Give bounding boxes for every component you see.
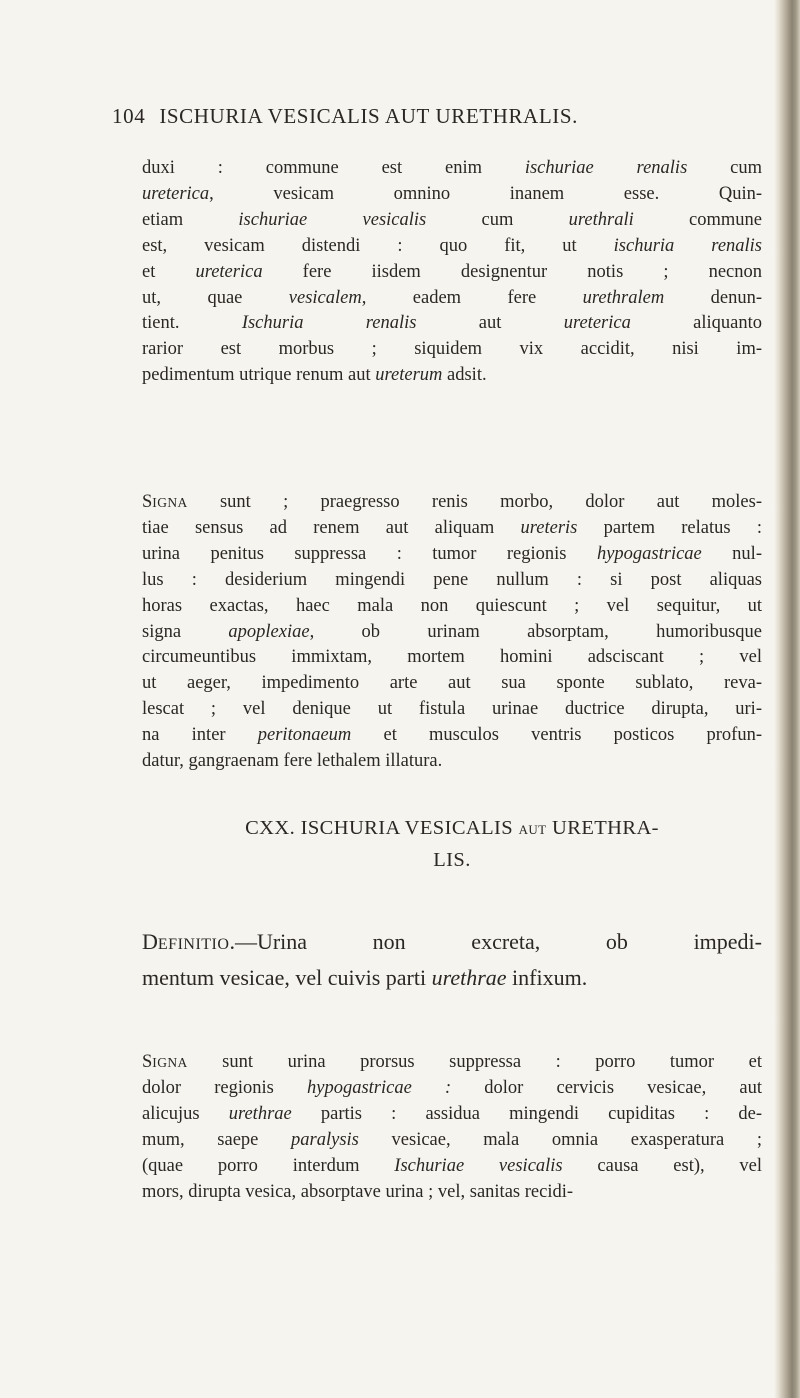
- text-run: dolor cervicis vesicae, aut: [451, 1077, 763, 1098]
- text-run: S: [142, 492, 153, 512]
- text-line: [142, 234, 762, 260]
- italic-run: ureterica: [142, 183, 210, 204]
- text-run: et musculos ventris posticos profun-: [351, 725, 762, 746]
- text-run: adsit.: [442, 365, 487, 386]
- text-run: D: [142, 929, 158, 954]
- text-line: [142, 311, 762, 337]
- definitio-paragraph: [142, 925, 762, 994]
- text-run: denun-: [664, 287, 763, 308]
- text-run: lescat ; vel denique ut fistula urinae ductrice dirupta, uri-: [142, 699, 762, 720]
- text-run: (quae porro interdum: [142, 1155, 395, 1176]
- text-run: tiae sensus ad renem aut aliquam: [142, 517, 521, 538]
- text-run: est, vesicam distendi : quo fit, ut: [142, 235, 614, 256]
- italic-run: hypogastricae: [596, 543, 702, 564]
- text-run: sunt ; praegresso renis morbo, dolor aut moles-: [187, 492, 762, 512]
- text-run: partem relatus :: [577, 517, 762, 538]
- italic-run: ureterica: [195, 261, 263, 282]
- heading-text-pre: CXX. ISCHURIA VESICALIS: [245, 817, 519, 839]
- italic-run: urethrae: [431, 965, 507, 990]
- text-run: .—Urina non excreta, ob impedi-: [229, 929, 762, 954]
- page-number: 104: [112, 104, 146, 128]
- text-run: horas exactas, haec mala non quiescunt ; vel sequitur, ut: [142, 595, 762, 616]
- text-run: cum: [687, 158, 762, 178]
- text-run: tient.: [142, 313, 242, 334]
- text-run: fere iisdem designentur notis ; necnon: [262, 261, 762, 282]
- paragraph-1: [142, 156, 762, 389]
- text-run: mentum vesicae, vel cuivis parti: [142, 965, 432, 990]
- text-line: [142, 490, 762, 516]
- italic-run: ureteris: [520, 517, 578, 538]
- text-run: nul-: [701, 543, 762, 564]
- text-line: [142, 182, 762, 208]
- text-run: mum, saepe: [142, 1129, 292, 1150]
- text-run: infixum.: [506, 965, 588, 990]
- text-run: circumeuntibus immixtam, mortem homini adsciscant ; vel: [142, 647, 762, 668]
- text-run: commune: [633, 209, 763, 230]
- text-run: , ob urinam absorptam, humoribusque: [309, 621, 762, 642]
- paragraph-3: [142, 1050, 762, 1205]
- text-run: IGNA: [152, 495, 188, 510]
- text-line: [142, 568, 762, 594]
- text-line: [142, 542, 762, 568]
- italic-run: ischuriae vesicalis: [238, 209, 427, 230]
- text-line: [142, 1102, 762, 1128]
- text-run: , vesicam omnino inanem esse. Quin-: [209, 183, 762, 204]
- text-line: [142, 208, 762, 234]
- italic-run: urethralem: [582, 287, 665, 308]
- section-heading: [142, 813, 762, 876]
- text-line: [142, 620, 762, 646]
- italic-run: ischuriae renalis: [524, 158, 688, 178]
- text-run: cum: [426, 209, 569, 230]
- text-run: ut, quae: [142, 287, 289, 308]
- running-title: ISCHURIA VESICALIS AUT URETHRALIS.: [159, 104, 578, 128]
- text-run: pedimentum utrique renum aut: [142, 365, 376, 386]
- text-line: [142, 961, 762, 994]
- text-line: [142, 749, 762, 775]
- text-run: etiam: [142, 209, 239, 230]
- text-run: dolor regionis: [142, 1077, 307, 1098]
- text-run: S: [142, 1052, 153, 1072]
- text-run: aut: [416, 313, 564, 334]
- text-run: signa: [142, 621, 229, 642]
- text-line: [142, 516, 762, 542]
- text-run: vesicae, mala omnia exasperatura ;: [358, 1129, 762, 1150]
- italic-run: urethrali: [568, 209, 634, 230]
- paragraph-2: [142, 490, 762, 775]
- text-line: [142, 1154, 762, 1180]
- italic-run: vesicalem: [288, 287, 362, 308]
- text-run: IGNA: [152, 1055, 188, 1070]
- section-heading-line-2: LIS.: [433, 849, 471, 871]
- italic-run: Ischuriae vesicalis: [394, 1155, 563, 1176]
- italic-run: hypogastricae :: [306, 1077, 452, 1098]
- text-run: urina penitus suppressa : tumor regionis: [142, 543, 597, 564]
- text-line: [142, 1076, 762, 1102]
- heading-text-aut: AUT: [518, 822, 547, 837]
- text-line: [142, 1050, 762, 1076]
- italic-run: peritonaeum: [257, 725, 352, 746]
- italic-run: Ischuria renalis: [241, 313, 417, 334]
- text-run: sunt urina prorsus suppressa : porro tumor et: [187, 1052, 762, 1072]
- text-run: datur, gangraenam fere lethalem illatura.: [142, 751, 443, 772]
- text-line: [142, 337, 762, 363]
- text-line: [142, 286, 762, 312]
- italic-run: paralysis: [291, 1129, 359, 1150]
- text-line: [142, 925, 762, 961]
- heading-text-post: URETHRA-: [546, 817, 659, 839]
- text-run: , eadem fere: [361, 287, 583, 308]
- section-heading-line-1: [142, 813, 762, 845]
- text-line: [142, 723, 762, 749]
- text-run: alicujus: [142, 1103, 229, 1124]
- text-line: [142, 697, 762, 723]
- italic-run: ureterum: [375, 365, 443, 386]
- page-edge-shadow: [774, 0, 800, 1398]
- italic-run: apoplexiae: [228, 621, 310, 642]
- text-run: na inter: [142, 725, 258, 746]
- text-line: [142, 1180, 762, 1206]
- italic-run: urethrae: [228, 1103, 292, 1124]
- text-run: et: [142, 261, 196, 282]
- running-head: [112, 104, 578, 129]
- text-line: [142, 645, 762, 671]
- text-run: EFINITIO: [157, 936, 230, 953]
- text-line: [142, 363, 762, 389]
- italic-run: ureterica: [563, 313, 631, 334]
- text-line: [142, 671, 762, 697]
- text-run: aliquanto: [630, 313, 762, 334]
- text-run: partis : assidua mingendi cupiditas : de-: [291, 1103, 762, 1124]
- text-line: [142, 1128, 762, 1154]
- text-run: lus : desiderium mingendi pene nullum : si post aliquas: [142, 569, 762, 590]
- text-line: [142, 594, 762, 620]
- text-line: [142, 156, 762, 182]
- text-run: duxi : commune est enim: [142, 158, 525, 178]
- italic-run: ischuria renalis: [613, 235, 763, 256]
- text-run: rarior est morbus ; siquidem vix accidit, nisi im-: [142, 339, 762, 360]
- text-run: causa est), vel: [562, 1155, 762, 1176]
- text-run: mors, dirupta vesica, absorptave urina ; vel, sanitas recidi-: [142, 1181, 574, 1202]
- text-run: ut aeger, impedimento arte aut sua sponte sublato, reva-: [142, 673, 762, 694]
- text-line: [142, 260, 762, 286]
